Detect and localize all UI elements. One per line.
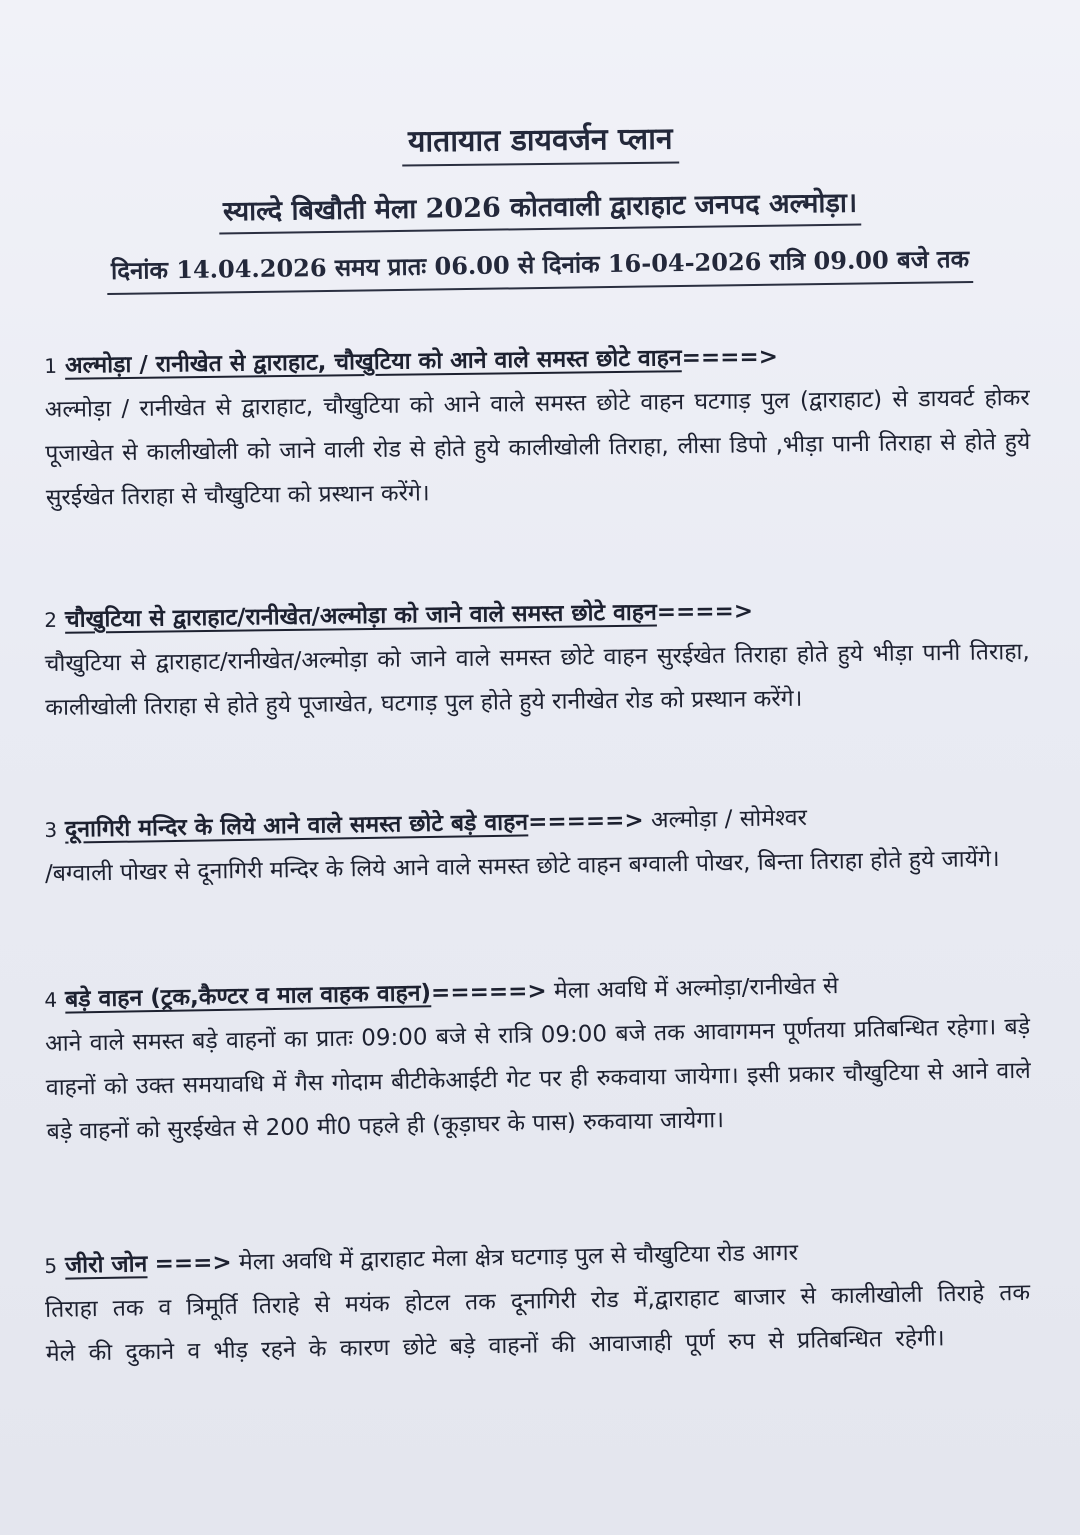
section-1-body: अल्मोड़ा / रानीखेत से द्वाराहाट, चौखुटिया को आने वाले समस्त छोटे वाहन घटगाड़ पुल (द्वाराहाट) से डायवर्ट होकर पूजाखेत से कालीखोली को जाने वाली रोड से होते हुये कालीखोली तिराहा, लीसा डिपो ,भीड़ा पानी तिराहा से होते हुये सुरईखेत तिराहा से चौखुटिया को प्रस्थान करेंगे। [44, 384, 1031, 511]
section-1-number: 1 [44, 353, 58, 378]
section-3-heading: दूनागिरी मन्दिर के लिये आने वाले समस्त छोटे बड़े वाहन [64, 809, 529, 843]
diversion-section-3 [44, 793, 1030, 896]
section-4-number: 4 [44, 987, 58, 1012]
section-4-body: आने वाले समस्त बड़े वाहनों का प्रातः 09:00 बजे से रात्रि 09:00 बजे तक आवागमन पूर्णतया प्रतिबन्धित रहेगा। बड़े वाहनों को उक्त समयावधि में गैस गोदाम बीटीकेआईटी गेट पर ही रुकवाया जायेगा। इसी प्रकार चौखुटिया से आने वाले बड़े वाहनों को सुरईखेत से 200 मी0 पहले ही (कूड़ाघर के पास) रुकवाया जायेगा। [44, 1013, 1031, 1145]
section-1-arrow: ====> [681, 344, 779, 372]
section-5-arrow: ===> [154, 1249, 232, 1278]
section-4-inline-text: मेला अवधि में अल्मोड़ा/रानीखेत से [553, 973, 839, 1005]
section-2-body: चौखुटिया से द्वाराहाट/रानीखेत/अल्मोड़ा को जाने वाले समस्त छोटे वाहन सुरईखेत तिराहा होते हुये भीड़ा पानी तिराहा, कालीखोली तिराहा से होते हुये पूजाखेत, घटगाड़ पुल होते हुये रानीखेत रोड को प्रस्थान करेंगे। [44, 638, 1030, 721]
document-title: यातायात डायवर्जन प्लान [401, 117, 678, 167]
diversion-section-1 [44, 332, 1031, 520]
section-2-number: 2 [44, 607, 58, 632]
section-2-heading: चौखुटिया से द्वाराहाट/रानीखेत/अल्मोड़ा को जाने वाले समस्त छोटे वाहन [64, 599, 657, 633]
section-3-number: 3 [44, 817, 58, 842]
section-1-heading: अल्मोड़ा / रानीखेत से द्वाराहाट, चौखुटिया को आने वाले समस्त छोटे वाहन [64, 345, 682, 379]
section-2-arrow: ====> [656, 598, 754, 626]
date-range-line: दिनांक 14.04.2026 समय प्रातः 06.00 से दिनांक 16-04-2026 रात्रि 09.00 बजे तक [107, 242, 974, 295]
document-header [0, 118, 1080, 289]
section-5-inline-text: मेला अवधि में द्वाराहाट मेला क्षेत्र घटगाड़ पुल से चौखुटिया रोड आगर [238, 1239, 799, 1276]
section-4-heading: बड़े वाहन (ट्रक,कैण्टर व माल वाहक वाहन) [64, 980, 432, 1013]
section-3-body: /बग्वाली पोखर से दूनागिरी मन्दिर के लिये आने वाले समस्त छोटे वाहन बग्वाली पोखर, बिन्ता तिराहा होते हुये जायेंगे। [44, 845, 1000, 887]
section-5-heading: जीरो जोन [64, 1251, 148, 1279]
diversion-section-5 [44, 1227, 1031, 1376]
section-3-inline-text: अल्मोड़ा / सोमेश्वर [650, 805, 808, 834]
section-5-number: 5 [44, 1253, 58, 1278]
section-4-arrow: =====> [430, 978, 547, 1007]
document-subtitle: स्याल्दे बिखौती मेला 2026 कोतवाली द्वाराहाट जनपद अल्मोड़ा। [219, 183, 862, 235]
section-3-arrow: =====> [527, 807, 644, 836]
diversion-section-4 [44, 961, 1032, 1154]
diversion-section-2 [44, 586, 1031, 730]
section-5-body: तिराहा तक व त्रिमूर्ति तिराहे से मयंक होटल तक दूनागिरी रोड में,द्वाराहाट बाजार से कालीखोली तिराहे तक मेले की दुकाने व भीड़ रहने के कारण छोटे बड़े वाहनों की आवाजाही पूर्ण रुप से प्रतिबन्धित रहेगी। [44, 1279, 1031, 1367]
